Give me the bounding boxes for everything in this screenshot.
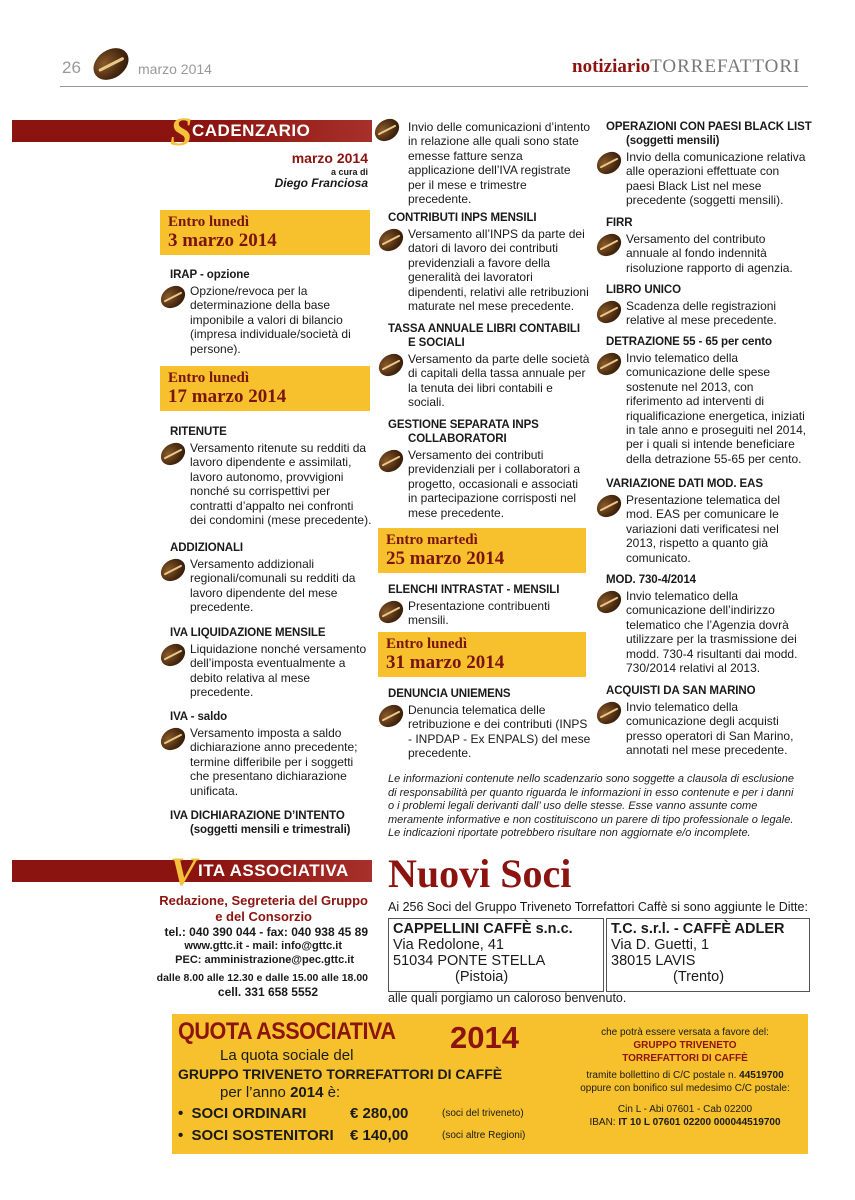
bullet-icon: •: [178, 1105, 184, 1122]
line: imponibile a valori di bilancio: [190, 312, 343, 327]
quota-line1: La quota sociale del: [220, 1047, 354, 1064]
disclaimer-line: meramente informative e non costituiscono un parere di tipo professionale o legale.: [388, 813, 794, 826]
irap-text: [190, 284, 351, 356]
heading-firr: FIRR: [606, 217, 633, 229]
credit-author: Diego Franciosa: [274, 176, 368, 190]
new-member-cappellini: [388, 918, 604, 992]
line: comunicazione degli acquisti: [626, 714, 779, 729]
date-day: 25 marzo 2014: [386, 548, 505, 569]
line: lavoro dipendente del mese: [190, 585, 338, 600]
line: Versamento all’INPS da parte dei: [408, 227, 585, 241]
coffee-bean-icon: [157, 723, 190, 754]
date-day: 31 marzo 2014: [386, 652, 505, 673]
detrazione-text: [626, 351, 806, 466]
line: Versamento da parte delle società: [408, 352, 590, 366]
item-mod-730: [596, 589, 797, 675]
intrastat-text: [408, 599, 550, 628]
heading-tassa-libri: TASSA ANNUALE LIBRI CONTABILI: [388, 323, 580, 335]
line: Versamento ritenute su redditi da: [190, 441, 367, 455]
line: maturate nel mese precedente.: [408, 299, 575, 314]
item-gestione-separata: [378, 448, 580, 520]
line: dichiarazione anno precedente;: [190, 740, 358, 755]
date-box-31-marzo: [378, 632, 586, 677]
line: mod. EAS per comunicare le: [626, 507, 779, 522]
heading-gestione-separata-sub: COLLABORATORI: [408, 433, 507, 445]
line: debito relativa al mese: [190, 670, 311, 685]
coffee-bean-icon: [593, 147, 626, 178]
date-weekday: Entro lunedì: [386, 636, 467, 652]
disclaimer-line: Le indicazioni riportate potrebbero risultare non aggiornate e/o incomplete.: [388, 827, 751, 839]
black-list-text: [626, 150, 805, 208]
item-uniemens: [378, 703, 590, 761]
line: Liquidazione nonché versamento: [190, 642, 367, 656]
line: Invio telematico della: [626, 700, 739, 714]
line: contratti d’appalto nei confronti: [190, 498, 354, 513]
date-weekday: Entro lunedì: [168, 214, 249, 230]
row-label: SOCI SOSTENITORI: [191, 1127, 334, 1144]
firr-text: [626, 232, 793, 275]
pay-line: Cin L - Abi 07601 - Cab 02200: [617, 1104, 753, 1115]
line: riferimento ad interventi di: [626, 394, 765, 409]
line: della detrazione 55-65 per cento.: [626, 451, 802, 466]
line: Versamento addizionali: [190, 557, 315, 571]
line: previdenziali per i collaboratori a: [408, 462, 581, 477]
line: Presentazione telematica del: [626, 493, 781, 507]
disclaimer-line: di responsabilità per quanto riguarda le informazioni in esso contenute e per i danni: [388, 786, 794, 799]
contact-phone: tel.: 040 390 044 - fax: 040 938 45 89: [164, 925, 368, 939]
quota-line3-end: è:: [323, 1084, 341, 1101]
item-firr: [596, 232, 793, 275]
quota-line3-text: per l’anno: [220, 1084, 291, 1101]
vita-associativa-banner: [12, 849, 372, 894]
heading-libro-unico: LIBRO UNICO: [606, 284, 681, 296]
line: Invio telematico della: [626, 589, 739, 603]
member-province: (Trento): [673, 969, 725, 985]
line: (impresa individuale/società di: [190, 327, 351, 342]
heading-san-marino: ACQUISTI DA SAN MARINO: [606, 685, 756, 697]
quota-row-sostenitori: [178, 1127, 558, 1144]
line: persone).: [190, 341, 241, 356]
banner-title: CADENZARIO FISCALE: [192, 121, 311, 160]
item-san-marino: [596, 700, 793, 758]
date-day: 17 marzo 2014: [168, 386, 287, 407]
nuovi-soci-title: Nuovi Soci: [388, 851, 572, 896]
line: determinazione della base: [190, 298, 331, 313]
coffee-bean-icon: [375, 445, 408, 476]
contact-cell: cell. 331 658 5552: [217, 985, 318, 999]
line: Scadenza delle registrazioni: [626, 299, 777, 313]
coffee-bean-icon: [593, 697, 626, 728]
iva-liquidazione-text: [190, 642, 366, 700]
line: variazioni dati verificatesi nel: [626, 521, 779, 536]
coffee-bean-icon: [593, 229, 626, 260]
line: riqualificazione energetica, iniziati: [626, 408, 805, 423]
line: sostenute nel 2013, con: [626, 379, 754, 394]
line: Invio telematico della: [626, 351, 739, 365]
line: dell’imposta eventualmente a: [190, 656, 346, 671]
line: che presentano dichiarazione: [190, 769, 347, 784]
line: lavoro autonomo, provvigioni: [190, 469, 344, 484]
line: per il mese e trimestre: [408, 177, 527, 192]
item-irap: [160, 284, 351, 356]
line: paesi Black List nel mese: [626, 178, 762, 193]
nuovi-soci-intro: Ai 256 Soci del Gruppo Triveneto Torrefattori Caffè si sono aggiunte le Ditte:: [388, 900, 808, 914]
heading-iva-intento-sub: (soggetti mensili e trimestrali): [190, 824, 351, 836]
heading-gestione-separata: GESTIONE SEPARATA INPS: [388, 419, 539, 431]
banner-initial: V: [170, 849, 197, 894]
row-amount: € 140,00: [350, 1127, 409, 1144]
line: regionali/comunali su redditi da: [190, 571, 356, 586]
line: retribuzione e dei contributi (INPS: [408, 717, 588, 732]
line: sociali.: [408, 395, 445, 410]
disclaimer-line: o i problemi legali derivanti dall’ uso delle stesse. Esse vanno assunte come: [388, 800, 758, 812]
item-addizionali: [160, 557, 355, 615]
issue-date: marzo 2014: [138, 61, 212, 77]
contact-pec: PEC: amministrazione@pec.gttc.it: [175, 954, 354, 966]
heading-tassa-libri-sub: E SOCIALI: [408, 337, 465, 349]
date-box-3-marzo: [160, 210, 370, 255]
row-label: SOCI ORDINARI: [191, 1105, 307, 1122]
line: Versamento imposta a saldo: [190, 726, 342, 740]
line: termine differibile per i soggetti: [190, 754, 354, 769]
coffee-bean-icon: [593, 296, 626, 327]
line: comunicato.: [626, 550, 691, 565]
new-member-adler: [606, 918, 810, 992]
line: modd. 730-4 risultanti dai modd.: [626, 646, 798, 661]
member-address: Via D. Guetti, 1: [611, 937, 710, 953]
line: Opzione/revoca per la: [190, 284, 308, 298]
line: precedente.: [408, 192, 472, 207]
redazione-title: Redazione, Segreteria del Gruppo: [159, 893, 368, 908]
coffee-bean-icon: [375, 349, 408, 380]
line: risoluzione rapporto di agenzia.: [626, 260, 793, 275]
scadenzario-month: marzo 2014: [291, 150, 368, 166]
line: nonché su corrispettivi per: [190, 484, 331, 499]
uniemens-text: [408, 703, 590, 761]
item-contributi-inps: [378, 227, 589, 313]
row-amount: € 280,00: [350, 1105, 409, 1122]
item-black-list: [596, 150, 805, 208]
line: di capitali della tassa annuale per: [408, 366, 586, 381]
heading-iva-saldo: IVA - saldo: [170, 711, 228, 723]
line: Versamento del contributo: [626, 232, 766, 246]
line: relative al mese precedente.: [626, 313, 777, 328]
coffee-bean-icon: [593, 348, 626, 379]
member-name: T.C. s.r.l. - CAFFÈ ADLER: [611, 921, 785, 937]
coffee-bean-icon: [375, 224, 408, 255]
disclaimer: [388, 773, 808, 841]
heading-iva-liquidazione: IVA LIQUIDAZIONE MENSILE: [170, 627, 326, 639]
quota-box: [172, 1014, 808, 1154]
line: mensili.: [408, 613, 449, 628]
coffee-bean-icon: [593, 586, 626, 617]
quota-line3: [220, 1084, 340, 1101]
quota-line2: GRUPPO TRIVENETO TORREFATTORI DI CAFFÈ: [178, 1066, 503, 1082]
line: annotati nel mese precedente.: [626, 743, 788, 758]
banner-initial: S: [170, 109, 193, 154]
heading-irap: IRAP - opzione: [170, 269, 250, 281]
line: mese precedente.: [408, 505, 505, 520]
mod-730-text: [626, 589, 797, 675]
line: precedente.: [408, 746, 472, 761]
line: Invio delle comunicazioni d’intento: [408, 120, 591, 134]
item-intrastat: [378, 599, 550, 628]
member-address: Via Redolone, 41: [393, 937, 504, 953]
line: Invio della comunicazione relativa: [626, 150, 806, 164]
quota-year: 2014: [450, 1020, 519, 1055]
coffee-bean-icon: [157, 639, 190, 670]
line: presso operatori di San Marino,: [626, 728, 794, 743]
iva-saldo-text: [190, 726, 357, 798]
tassa-libri-text: [408, 352, 589, 410]
heading-black-list-sub: (soggetti mensili): [626, 135, 720, 147]
date-weekday: Entro lunedì: [168, 370, 249, 386]
item-ritenute: [160, 441, 371, 527]
heading-uniemens: DENUNCIA UNIEMENS: [388, 688, 511, 700]
coffee-bean-icon: [375, 700, 408, 731]
item-intento: [378, 120, 590, 206]
line: 2013, rispetto a quanto già: [626, 536, 769, 551]
line: unificata.: [190, 783, 239, 798]
pay-line: [564, 1116, 806, 1129]
line: - INPDAP - Ex ENPALS) del mese: [408, 731, 591, 746]
row-note: (soci del triveneto): [442, 1108, 524, 1119]
heading-addizionali: ADDIZIONALI: [170, 542, 244, 554]
item-detrazione: [596, 351, 806, 466]
line: precedente.: [190, 600, 254, 615]
heading-eas: VARIAZIONE DATI MOD. EAS: [606, 478, 763, 490]
redazione-block: [157, 893, 368, 999]
item-tassa-libri: [378, 352, 589, 410]
line: Denuncia telematica delle: [408, 703, 546, 717]
redazione-title-2: e del Consorzio: [215, 909, 312, 924]
date-day: 3 marzo 2014: [168, 230, 277, 251]
line: alle operazioni effettuate con: [626, 164, 780, 179]
item-eas: [596, 493, 780, 565]
line: emesse fatture senza: [408, 148, 523, 163]
member-city: 51034 PONTE STELLA: [393, 953, 546, 969]
line: per i quali si intende beneficiare: [626, 437, 795, 452]
addizionali-text: [190, 557, 355, 615]
pay-iban: IT 10 L 07601 02200 000044519700: [618, 1117, 781, 1128]
contact-web: www.gttc.it - mail: info@gttc.it: [184, 940, 342, 952]
ritenute-text: [190, 441, 371, 527]
coffee-bean-icon: [375, 596, 408, 627]
coffee-bean-icon: [157, 438, 190, 469]
pay-text: tramite bollettino di C/C postale n.: [586, 1070, 740, 1081]
bullet-icon: •: [178, 1127, 184, 1144]
san-marino-text: [626, 700, 793, 758]
line: lavoro dipendente e assimilati,: [190, 455, 352, 470]
member-name: CAPPELLINI CAFFÈ s.n.c.: [393, 921, 573, 937]
heading-iva-intento: IVA DICHIARAZIONE D’INTENTO: [170, 810, 345, 822]
coffee-bean-icon: [157, 281, 190, 312]
contributi-inps-text: [408, 227, 589, 313]
line: dipendenti, relativi alle retribuzioni: [408, 284, 589, 299]
line: in tale anno e proseguiti nel 2014,: [626, 423, 807, 438]
pay-text: IBAN:: [589, 1117, 619, 1128]
line: previdenziali a favore della: [408, 255, 551, 270]
line: precedente.: [190, 685, 254, 700]
pay-line: GRUPPO TRIVENETO: [633, 1040, 737, 1051]
line: applicazione dell’IVA registrate: [408, 163, 571, 178]
line: progetto, occasionali e associati: [408, 476, 579, 491]
line: in partecipazione corrisposti nel: [408, 491, 577, 506]
disclaimer-line: Le informazioni contenute nello scadenzario sono soggette a clausola di esclusione: [388, 773, 795, 785]
line: Presentazione contribuenti: [408, 599, 551, 613]
heading-ritenute: RITENUTE: [170, 426, 227, 438]
brand-sub: TORREFATTORI: [650, 56, 801, 77]
nuovi-soci-outro: alle quali porgiamo un caloroso benvenuto.: [388, 991, 627, 1005]
heading-intrastat: ELENCHI INTRASTAT - MENSILI: [388, 584, 560, 596]
line: precedente (soggetti mensili).: [626, 193, 784, 208]
heading-detrazione: DETRAZIONE 55 - 65 per cento: [606, 336, 772, 348]
row-note: (soci altre Regioni): [442, 1130, 526, 1141]
line: dei condomini (mese precedente).: [190, 513, 372, 528]
publication-brand: [572, 56, 800, 78]
line: 730/2014 relativi al 2013.: [626, 661, 761, 676]
eas-text: [626, 493, 780, 565]
line: Versamento dei contributi: [408, 448, 544, 462]
date-box-25-marzo: [378, 528, 586, 573]
quota-row-ordinari: [178, 1105, 558, 1122]
member-province: (Pistoia): [455, 969, 509, 985]
pay-account: 44519700: [739, 1070, 784, 1081]
coffee-bean-icon: [157, 554, 190, 585]
brand-main: notiziario: [572, 56, 651, 77]
libro-unico-text: [626, 299, 777, 328]
coffee-bean-icon: [593, 490, 626, 521]
member-city: 38015 LAVIS: [611, 953, 696, 969]
date-box-17-marzo: [160, 366, 370, 411]
item-iva-liquidazione: [160, 642, 366, 700]
header-rule: [60, 86, 808, 87]
line: la tenuta dei libri contabili e: [408, 380, 553, 395]
heading-black-list: OPERAZIONI CON PAESI BLACK LIST: [606, 121, 812, 133]
gestione-separata-text: [408, 448, 580, 520]
payment-info: [564, 1026, 806, 1129]
item-libro-unico: [596, 299, 777, 328]
date-weekday: Entro martedì: [386, 532, 478, 548]
banner-title: ITA ASSOCIATIVA: [198, 861, 349, 880]
pay-line: che potrà essere versata a favore del:: [601, 1027, 769, 1038]
heading-mod-730: MOD. 730-4/2014: [606, 574, 696, 586]
line: telematico che l’Agenzia dovrà: [626, 617, 789, 632]
pay-line: [564, 1069, 806, 1082]
line: generalità dei lavoratori: [408, 270, 533, 285]
quota-title: QUOTA ASSOCIATIVA: [178, 1018, 396, 1045]
line: comunicazione dell’indirizzo: [626, 603, 775, 618]
intento-text: [408, 120, 590, 206]
line: datori di lavoro dei contributi: [408, 241, 559, 256]
item-iva-saldo: [160, 726, 357, 798]
office-hours: dalle 8.00 alle 12.30 e dalle 15.00 alle 18.00: [156, 972, 368, 984]
line: annuale al fondo indennità: [626, 246, 767, 261]
pay-line: TORREFATTORI DI CAFFÈ: [622, 1053, 748, 1064]
credit-label: a cura di: [330, 167, 368, 177]
quota-line3-year: 2014: [290, 1084, 324, 1101]
line: comunicazione delle spese: [626, 365, 771, 380]
page-number: 26: [62, 58, 81, 77]
coffee-bean-logo-icon: [87, 42, 134, 87]
pay-line: oppure con bonifico sul medesimo C/C postale:: [580, 1083, 790, 1094]
line: utilizzare per la trasmissione dei: [626, 632, 797, 647]
heading-contributi-inps: CONTRIBUTI INPS MENSILI: [388, 212, 537, 224]
line: in relazione alle quali sono state: [408, 134, 579, 149]
